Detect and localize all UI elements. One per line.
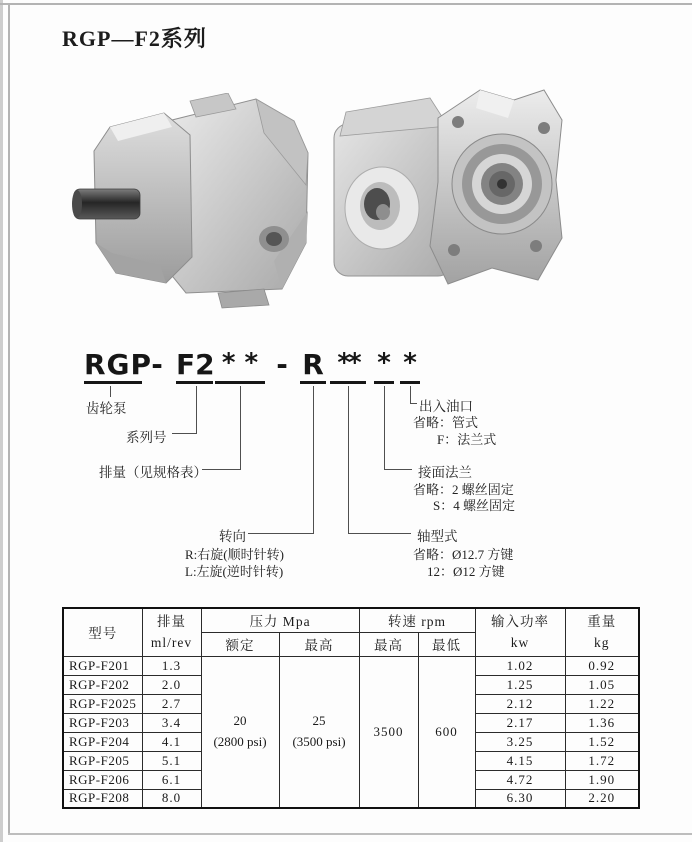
callout-flange-label: 接面法兰 (418, 465, 472, 480)
cell-model: RGP-F204 (63, 732, 142, 751)
cell-power: 6.30 (475, 789, 565, 808)
leader-line (196, 386, 197, 433)
col-header-speed-min: 最低 (418, 632, 475, 656)
pressure-rated-value: 20 (233, 712, 247, 728)
cell-weight: 1.72 (565, 751, 639, 770)
leader-line (172, 433, 197, 434)
code-segment-shaft: ** (330, 350, 366, 384)
leader-line (348, 386, 349, 533)
cell-displacement: 1.3 (142, 656, 201, 675)
col-header-power-unit: kw (510, 635, 530, 651)
cell-speed-max: 3500 (359, 656, 418, 808)
leader-line (410, 403, 417, 404)
callout-rotation-l: L:左旋(逆时针转) (185, 564, 284, 579)
cell-model: RGP-F205 (63, 751, 142, 770)
code-segment-series: F2 (176, 350, 213, 384)
cell-power: 2.17 (475, 713, 565, 732)
cell-weight: 1.52 (565, 732, 639, 751)
callout-port-default: 省略：管式 (413, 415, 479, 430)
col-header-displacement (142, 608, 201, 656)
col-header-weight (565, 608, 639, 656)
leader-line (110, 386, 111, 397)
code-segment-displacement: * * (215, 350, 265, 384)
callout-series: 系列号 (126, 430, 167, 445)
cell-pressure-max (279, 656, 359, 808)
col-header-power (475, 608, 565, 656)
page-frame-bottom (8, 833, 692, 835)
code-segment-rotation: R (300, 350, 326, 384)
callout-flange-s: S：4 螺丝固定 (433, 498, 515, 513)
leader-line (248, 533, 314, 534)
page-frame-top (0, 3, 692, 5)
code-dash: - (276, 348, 288, 381)
code-segment-prefix: RGP (84, 350, 142, 384)
cell-weight: 0.92 (565, 656, 639, 675)
callout-flange-default: 省略：2 螺丝固定 (413, 482, 514, 497)
cell-displacement: 3.4 (142, 713, 201, 732)
cell-displacement: 2.7 (142, 694, 201, 713)
col-header-pressure-max: 最高 (279, 632, 359, 656)
callout-port-f: F：法兰式 (437, 432, 497, 447)
cell-speed-min: 600 (418, 656, 475, 808)
col-header-weight-cn: 重量 (587, 613, 617, 629)
col-group-speed: 转速 rpm (359, 608, 475, 632)
cell-model: RGP-F203 (63, 713, 142, 732)
cell-model: RGP-F202 (63, 675, 142, 694)
cell-weight: 2.20 (565, 789, 639, 808)
cell-pressure-rated (201, 656, 279, 808)
page-title: RGP—F2系列 (62, 26, 207, 51)
product-photo-left (68, 93, 316, 311)
callout-pump: 齿轮泵 (86, 401, 127, 416)
leader-line (384, 386, 385, 469)
cell-power: 4.72 (475, 770, 565, 789)
cell-model: RGP-F206 (63, 770, 142, 789)
col-group-pressure: 压力 Mpa (201, 608, 359, 632)
col-header-speed-max: 最高 (359, 632, 418, 656)
cell-displacement: 8.0 (142, 789, 201, 808)
cell-weight: 1.05 (565, 675, 639, 694)
cell-weight: 1.22 (565, 694, 639, 713)
col-header-power-cn: 输入功率 (491, 613, 549, 629)
cell-model: RGP-F208 (63, 789, 142, 808)
cell-displacement: 5.1 (142, 751, 201, 770)
page-frame-left (8, 3, 10, 835)
callout-rotation-r: R:右旋(顺时针转) (185, 547, 284, 562)
col-header-weight-unit: kg (594, 635, 610, 651)
cell-power: 4.15 (475, 751, 565, 770)
callout-shaft-label: 轴型式 (417, 529, 458, 544)
col-header-displacement-cn: 排量 (157, 613, 186, 629)
leader-line (202, 469, 241, 470)
leader-line (410, 386, 411, 404)
spec-table (62, 607, 640, 809)
cell-model: RGP-F201 (63, 656, 142, 675)
cell-model: RGP-F2025 (63, 694, 142, 713)
leader-line (240, 386, 241, 469)
callout-shaft-default: 省略：Ø12.7 方键 (413, 547, 514, 562)
callout-rotation-label: 转向 (219, 529, 246, 544)
cell-power: 1.02 (475, 656, 565, 675)
product-photo-right (330, 88, 568, 290)
page-edge-shadow (0, 0, 3, 842)
pressure-max-psi: (3500 psi) (292, 733, 346, 749)
pressure-max-value: 25 (312, 712, 326, 728)
cell-power: 1.25 (475, 675, 565, 694)
col-header-model: 型号 (63, 608, 142, 656)
code-segment-flange: * (374, 350, 394, 384)
cell-displacement: 6.1 (142, 770, 201, 789)
cell-weight: 1.90 (565, 770, 639, 789)
table-row (63, 656, 639, 675)
cell-displacement: 4.1 (142, 732, 201, 751)
callout-shaft-12: 12：Ø12 方键 (427, 564, 505, 579)
cell-power: 3.25 (475, 732, 565, 751)
callout-displacement: 排量（见规格表） (99, 465, 207, 480)
leader-line (384, 469, 412, 470)
code-segment-port: * (400, 350, 420, 384)
callout-port-label: 出入油口 (419, 399, 473, 414)
leader-line (313, 386, 314, 533)
cell-power: 2.12 (475, 694, 565, 713)
code-dash: - (151, 348, 163, 381)
col-header-displacement-unit: ml/rev (150, 635, 193, 651)
cell-weight: 1.36 (565, 713, 639, 732)
cell-displacement: 2.0 (142, 675, 201, 694)
pressure-rated-psi: (2800 psi) (213, 733, 267, 749)
col-header-pressure-rated: 额定 (201, 632, 279, 656)
leader-line (348, 533, 411, 534)
